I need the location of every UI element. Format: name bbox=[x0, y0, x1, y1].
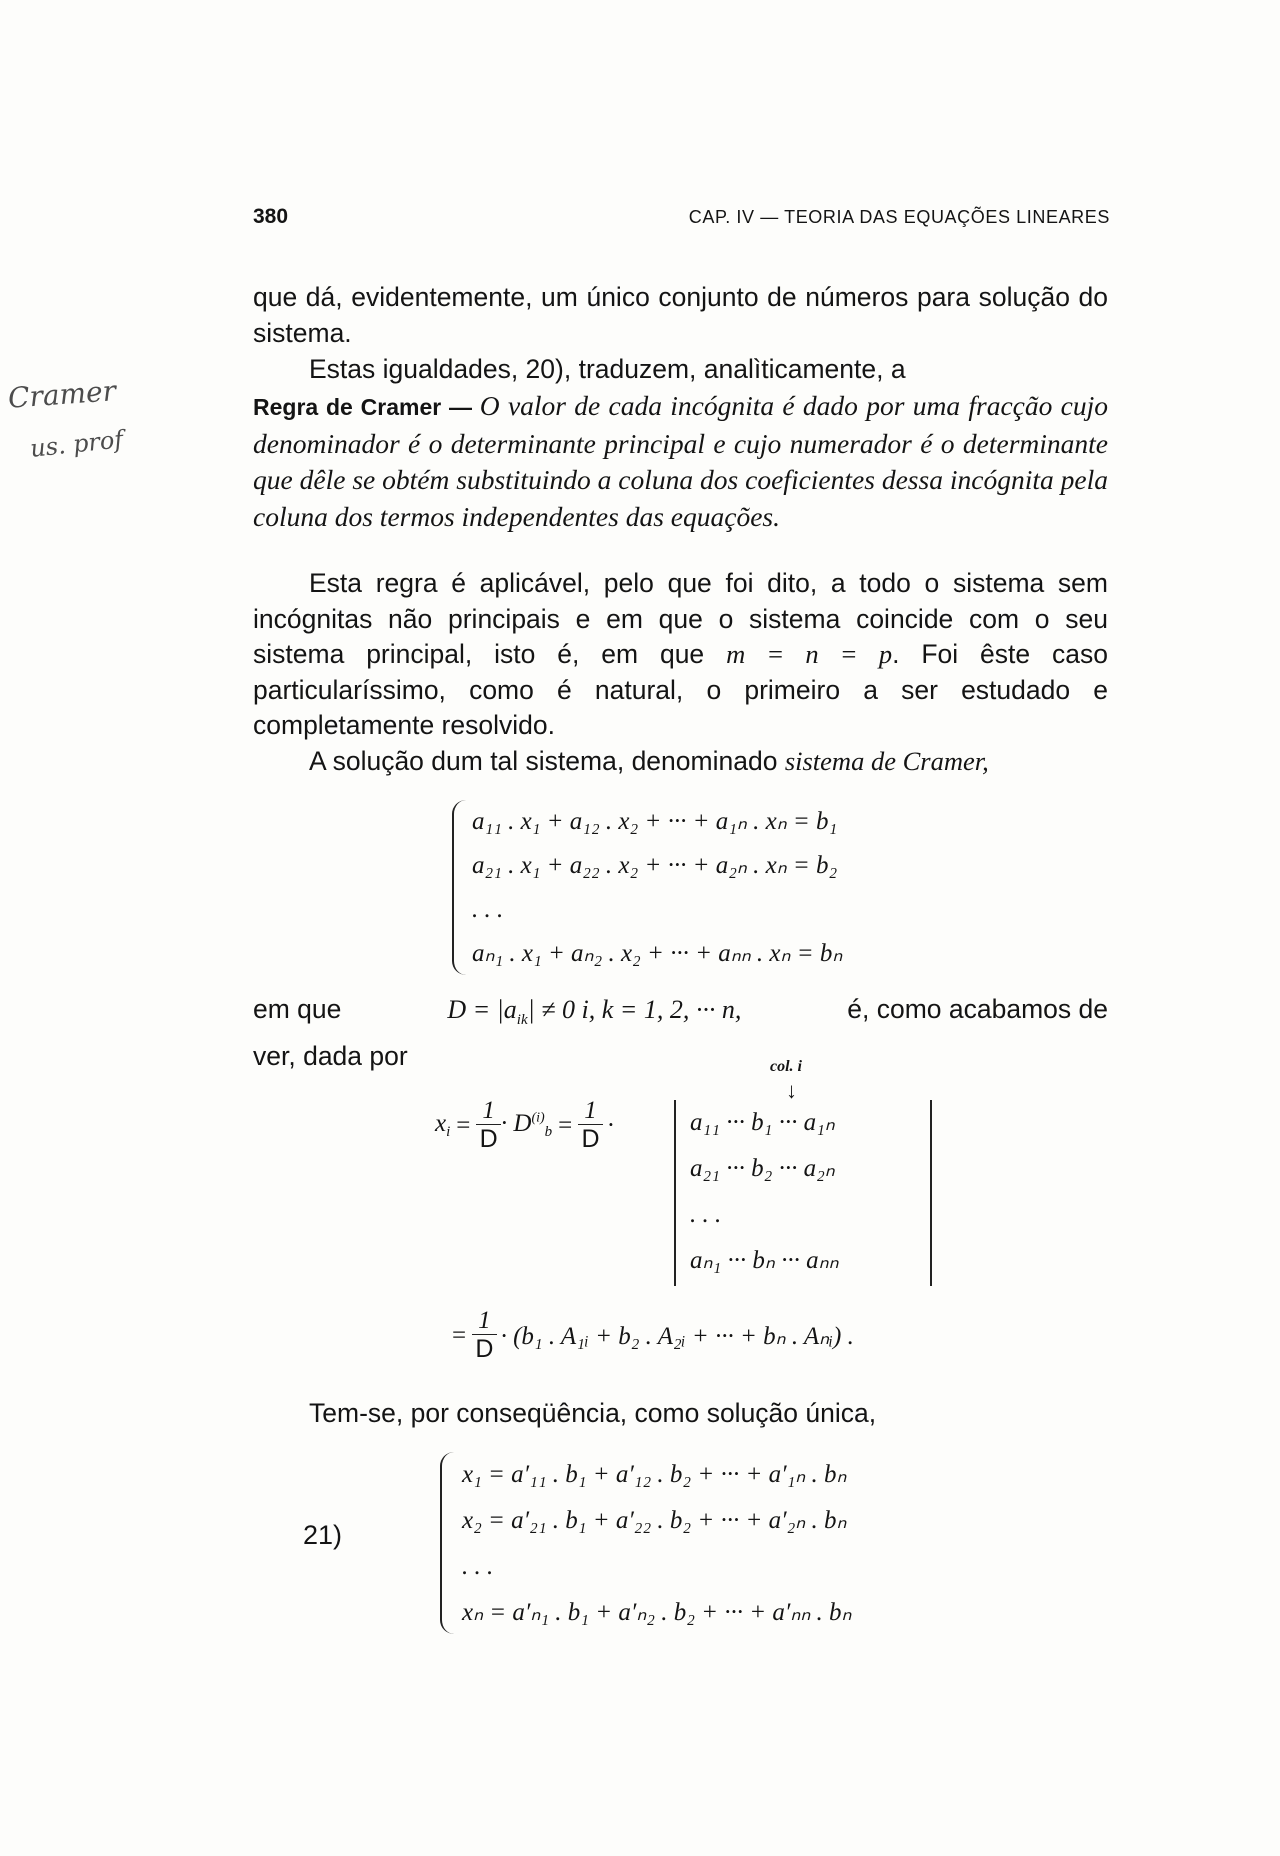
paragraph-4 bbox=[253, 744, 1108, 780]
rule-text: O valor de cada incógnita é dado por uma fracção cujo denominador é o determinante principal e cujo numerador é o determinante que dêle se obtém substituindo a coluna dos coeficientes dessa incógnita pela coluna dos termos independentes das equações. bbox=[253, 390, 1108, 532]
paragraph-5 bbox=[253, 992, 1108, 1074]
rule-title: Regra de Cramer bbox=[253, 394, 442, 420]
running-title: CAP. IV — TEORIA DAS EQUAÇÕES LINEARES bbox=[688, 207, 1110, 227]
paragraph-5-after: é, como acabamos de bbox=[847, 994, 1108, 1024]
determinant-row-3: . . . bbox=[690, 1201, 722, 1228]
paragraph-5-em-que: em que bbox=[253, 994, 342, 1024]
cramer-rule bbox=[253, 388, 1108, 535]
determinant-row-4: aₙ₁ ··· bₙ ··· aₙₙ bbox=[690, 1247, 839, 1274]
paragraph-2-text: Estas igualdades, 20), traduzem, analìticamente, a bbox=[309, 354, 906, 384]
formula-xi: $x_i$ = $\frac{1}{D}$ · $D^{(i)}_b$ = $\frac{1}{D}$ · bbox=[435, 1097, 616, 1153]
column-label: col. i bbox=[770, 1058, 802, 1075]
paragraph-1-text: que dá, evidentemente, um único conjunto de números para solução do sistema. bbox=[253, 282, 1108, 348]
solution-equation-2: x₂ = a′₂₁ . b₁ + a′₂₂ . b₂ + ··· + a′₂ₙ . bₙ bbox=[462, 1507, 847, 1534]
solution-equation-4: xₙ = a′ₙ₁ . b₁ + a′ₙ₂ . b₂ + ··· + a′ₙₙ . bₙ bbox=[462, 1599, 852, 1626]
cramer-system-brace bbox=[452, 800, 466, 975]
paragraph-5-condition: $D = |a_{ik}| \ne 0$ i, k = 1, 2, ··· n, bbox=[447, 995, 742, 1029]
solution-equation-1: x₁ = a′₁₁ . b₁ + a′₁₂ . b₂ + ··· + a′₁ₙ . bₙ bbox=[462, 1461, 847, 1488]
paragraph-3 bbox=[253, 566, 1108, 744]
cramer-system bbox=[472, 800, 842, 976]
solution-system-brace bbox=[440, 1452, 454, 1634]
xi-lhs: $x_i$ bbox=[435, 1110, 451, 1140]
formula-expansion: = $\frac{1}{D}$ · (b₁ . A₁ᵢ + b₂ . A₂ᵢ + ··· + bₙ . Aₙᵢ) . bbox=[452, 1307, 854, 1363]
fraction-1-over-D-a: $\frac{1}{D}$ bbox=[476, 1098, 501, 1153]
paragraph-3-math: m = n = p bbox=[726, 639, 893, 669]
paragraph-4-before: A solução dum tal sistema, denominado bbox=[309, 746, 778, 776]
paragraph-6 bbox=[253, 1396, 1108, 1432]
expansion-sum: · (b₁ . A₁ᵢ + b₂ . A₂ᵢ + ··· + bₙ . Aₙᵢ) . bbox=[500, 1322, 854, 1350]
equation-label-21: 21) bbox=[303, 1520, 343, 1550]
D-b-i: · $D^{(i)}_b$ bbox=[500, 1110, 553, 1140]
paragraph-2 bbox=[253, 352, 1108, 388]
page-number: 380 bbox=[253, 205, 289, 228]
paragraph-1 bbox=[253, 280, 1108, 351]
margin-note-1: Cramer bbox=[6, 374, 118, 415]
paragraph-3-after: . Foi êste caso particularíssimo, como é natural, o primeiro a ser estudado e completamente resolvido. bbox=[253, 639, 1108, 740]
cramer-equation-4: aₙ₁ . x₁ + aₙ₂ . x₂ + ··· + aₙₙ . xₙ = bₙ bbox=[472, 940, 843, 967]
determinant-row-2: a₂₁ ··· b₂ ··· a₂ₙ bbox=[690, 1155, 835, 1182]
cramer-equation-1: a₁₁ . x₁ + a₁₂ . x₂ + ··· + a₁ₙ . xₙ = b₁ bbox=[472, 808, 838, 835]
cramer-equation-3: . . . bbox=[472, 896, 504, 923]
margin-note-2: us. prof bbox=[28, 425, 125, 463]
paragraph-5-line2: ver, dada por bbox=[253, 1040, 408, 1071]
determinant-matrix bbox=[674, 1100, 932, 1286]
solution-system bbox=[462, 1452, 852, 1636]
rule-dash: — bbox=[441, 394, 480, 420]
paragraph-3-before: Esta regra é aplicável, pelo que foi dito, a todo o sistema sem incógnitas não principais e em que o sistema coincide com o seu sistema principal, isto é, em que bbox=[253, 568, 1108, 669]
solution-equation-3: . . . bbox=[462, 1553, 494, 1580]
paragraph-4-italic: sistema de Cramer, bbox=[784, 746, 989, 776]
determinant-row-1: a₁₁ ··· b₁ ··· a₁ₙ bbox=[690, 1109, 835, 1136]
fraction-1-over-D-c: $\frac{1}{D}$ bbox=[472, 1308, 497, 1363]
paragraph-6-text: Tem-se, por conseqüência, como solução única, bbox=[309, 1398, 877, 1428]
column-arrow: ↓ bbox=[786, 1078, 797, 1103]
cramer-equation-2: a₂₁ . x₁ + a₂₂ . x₂ + ··· + a₂ₙ . xₙ = b₂ bbox=[472, 852, 838, 879]
fraction-1-over-D-b: $\frac{1}{D}$ bbox=[578, 1098, 603, 1153]
page-header bbox=[253, 205, 1110, 235]
